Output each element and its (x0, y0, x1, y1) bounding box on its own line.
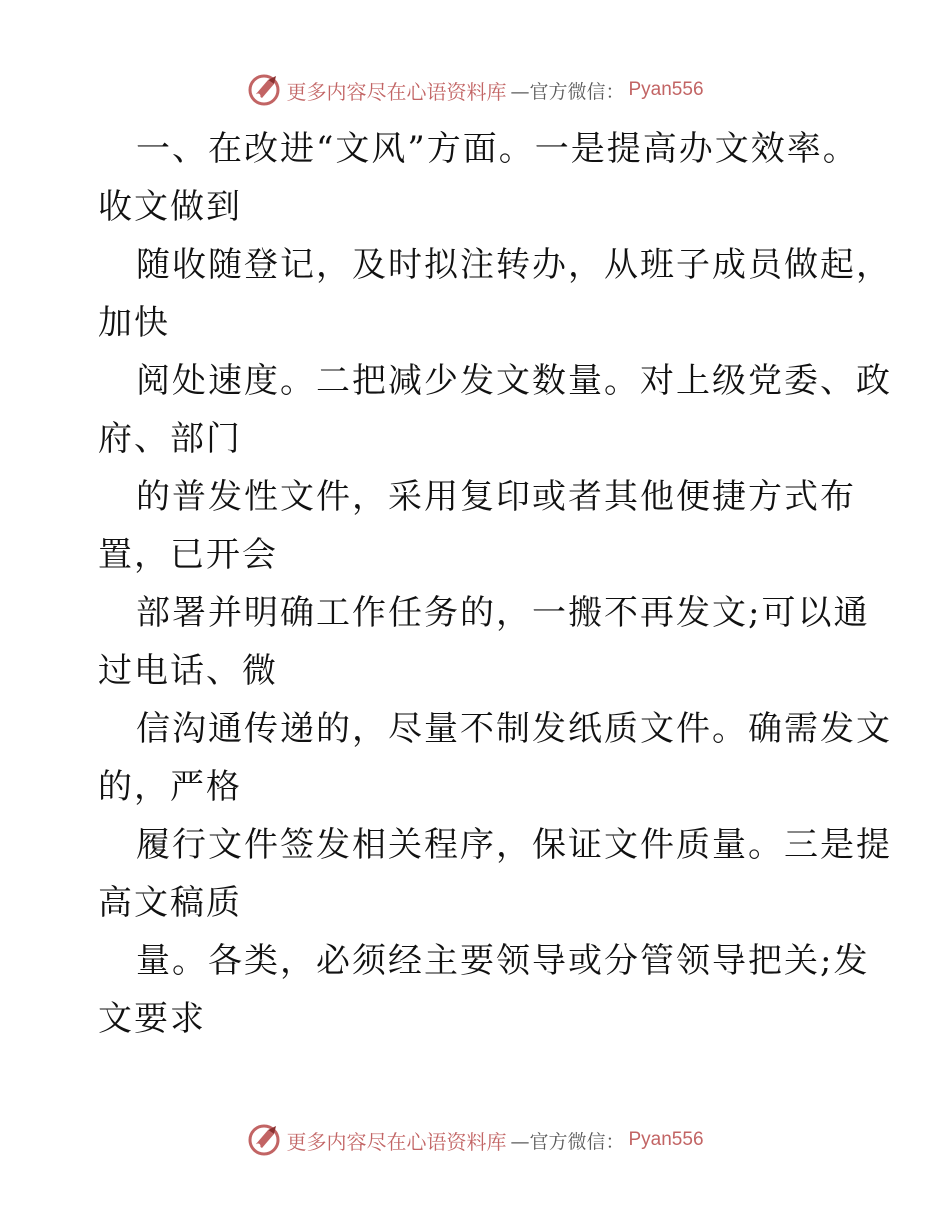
body-line: 置，已开会 (98, 535, 278, 575)
body-line: 随收随登记，及时拟注转办，从班子成员做起， (136, 245, 892, 285)
footer-banner (0, 1120, 950, 1160)
body-line: 部署并明确工作任务的，一搬不再发文;可以通 (136, 593, 870, 633)
body-line: 阅处速度。二把减少发文数量。对上级党委、政 (136, 361, 892, 401)
header-banner-wechat-id: Pyan556 (628, 79, 704, 100)
body-line: 一、在改进“文风”方面。一是提高办文效率。 (136, 129, 859, 169)
body-line: 量。各类，必须经主要领导或分管领导把关;发 (136, 941, 870, 981)
header-banner-wechat-label: —官方微信： (510, 80, 625, 103)
body-line: 加快 (98, 303, 170, 343)
document-body (98, 120, 892, 1048)
body-line: 文要求 (98, 999, 206, 1039)
pen-nib-logo-icon (246, 1122, 282, 1158)
footer-banner-wechat-label: —官方微信： (510, 1130, 625, 1153)
footer-banner-title: 更多内容尽在心语资料库 (286, 1129, 507, 1154)
body-line: 的普发性文件，采用复印或者其他便捷方式布 (136, 477, 856, 517)
header-banner (0, 70, 950, 110)
body-line: 收文做到 (98, 187, 242, 227)
body-line: 信沟通传递的，尽量不制发纸质文件。确需发文 (136, 709, 892, 749)
body-line: 府、部门 (98, 419, 242, 459)
footer-banner-wechat-id: Pyan556 (628, 1129, 704, 1150)
body-line: 过电话、微 (98, 651, 278, 691)
body-line: 履行文件签发相关程序，保证文件质量。三是提 (136, 825, 892, 865)
header-banner-title: 更多内容尽在心语资料库 (286, 79, 507, 104)
body-line: 高文稿质 (98, 883, 242, 923)
body-line: 的，严格 (98, 767, 242, 807)
pen-nib-logo-icon (246, 72, 282, 108)
